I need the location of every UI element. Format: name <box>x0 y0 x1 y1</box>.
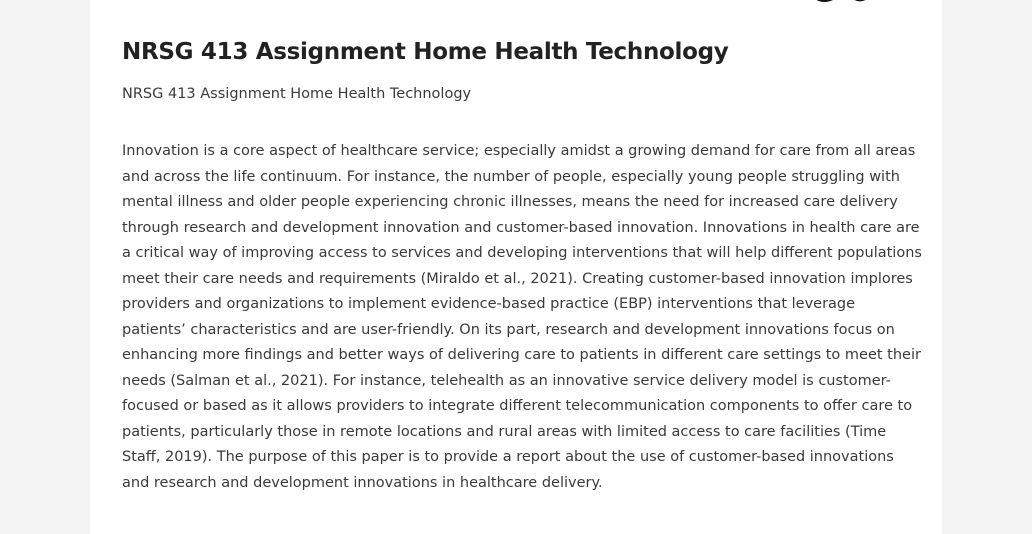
article-content <box>122 36 922 491</box>
logo-fragment <box>808 0 878 3</box>
article-subtitle: NRSG 413 Assignment Home Health Technology <box>122 86 472 102</box>
article-card <box>90 0 942 534</box>
page-title: NRSG 413 Assignment Home Health Technology <box>122 39 729 65</box>
article-paragraph: Innovation is a core aspect of healthcare service; especially amidst a growing demand for care from all areas and across the life continuum. For instance, the number of people, especially young people struggling with mental illness and older people experiencing chronic illnesses, means the need for increased care delivery through research and development innovation and customer-based innovation. Innovations in health care are a critical way of improving access to services and developing interventions that will help different populations meet their care needs and requirements (Miraldo et al., 2021). Creating customer-based innovation implores providers and organizations to implement evidence-based practice (EBP) interventions that leverage patients’ characteristics and are user-friendly. On its part, research and development innovations focus on enhancing more findings and better ways of delivering care to patients in different care settings to meet their needs (Salman et al., 2021). For instance, telehealth as an innovative service delivery model is customer-focused or based as it allows providers to integrate different telecommunication components to offer care to patients, particularly those in remote locations and rural areas with limited access to care facilities (Time Staff, 2019). The purpose of this paper is to provide a report about the use of customer-based innovations and research and development innovations in healthcare delivery. <box>122 143 922 491</box>
